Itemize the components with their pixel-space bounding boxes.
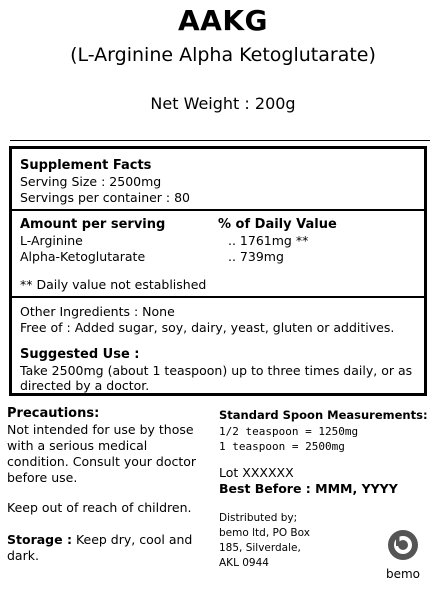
ingredient-value: .. 1761mg ** <box>228 233 309 248</box>
spoon-half: 1/2 teaspoon = 1250mg <box>219 425 359 438</box>
facts-divider-1 <box>12 209 424 211</box>
precautions-line: before use. <box>7 470 78 485</box>
ingredient-name: L-Arginine <box>20 233 83 248</box>
ingredient-value: .. 739mg <box>228 249 284 264</box>
other-ingredients: Other Ingredients : None <box>20 304 175 319</box>
keep-out-of-reach: Keep out of reach of children. <box>7 500 192 515</box>
product-subtitle: (L-Arginine Alpha Ketoglutarate) <box>70 44 376 66</box>
suggested-use-heading: Suggested Use : <box>20 347 140 362</box>
amount-header: Amount per serving <box>20 217 166 232</box>
distributor-line: Distributed by; <box>219 512 298 524</box>
suggested-use-line: directed by a doctor. <box>20 378 150 393</box>
storage-text-2: dark. <box>7 548 39 563</box>
product-title: AAKG <box>177 4 269 37</box>
brand-name: bemo <box>385 567 421 581</box>
servings-per-container: Servings per container : 80 <box>20 190 191 205</box>
supplement-facts-panel <box>9 146 427 396</box>
precautions-line: with a serious medical <box>7 438 148 453</box>
footnote: ** Daily value not established <box>20 277 207 292</box>
net-weight: Net Weight : 200g <box>150 94 296 113</box>
facts-heading: Supplement Facts <box>20 158 152 173</box>
storage-line <box>7 532 192 547</box>
spoon-one: 1 teaspoon = 2500mg <box>219 440 345 453</box>
dv-header: % of Daily Value <box>218 217 337 232</box>
precautions-line: condition. Consult your doctor <box>7 454 197 469</box>
storage-label: Storage : <box>7 532 72 547</box>
ingredient-name: Alpha-Ketoglutarate <box>20 249 146 264</box>
distributor-line: AKL 0944 <box>219 557 269 569</box>
free-of: Free of : Added sugar, soy, dairy, yeast, gluten or additives. <box>20 320 395 335</box>
suggested-use-line: Take 2500mg (about 1 teaspoon) up to three times daily, or as <box>20 363 413 378</box>
distributor-line: bemo ltd, PO Box <box>219 527 310 539</box>
storage-text: Keep dry, cool and <box>75 532 193 547</box>
distributor-line: 185, Silverdale, <box>219 542 301 554</box>
precautions-line: Not intended for use by those <box>7 422 194 437</box>
facts-divider-2 <box>12 296 424 298</box>
precautions-heading: Precautions: <box>7 406 100 421</box>
best-before: Best Before : MMM, YYYY <box>219 481 398 496</box>
header-divider <box>10 140 430 141</box>
serving-size: Serving Size : 2500mg <box>20 174 162 189</box>
lot-number: Lot XXXXXX <box>219 465 294 480</box>
bemo-logo-icon <box>386 528 420 562</box>
spoon-heading: Standard Spoon Measurements: <box>219 408 428 422</box>
